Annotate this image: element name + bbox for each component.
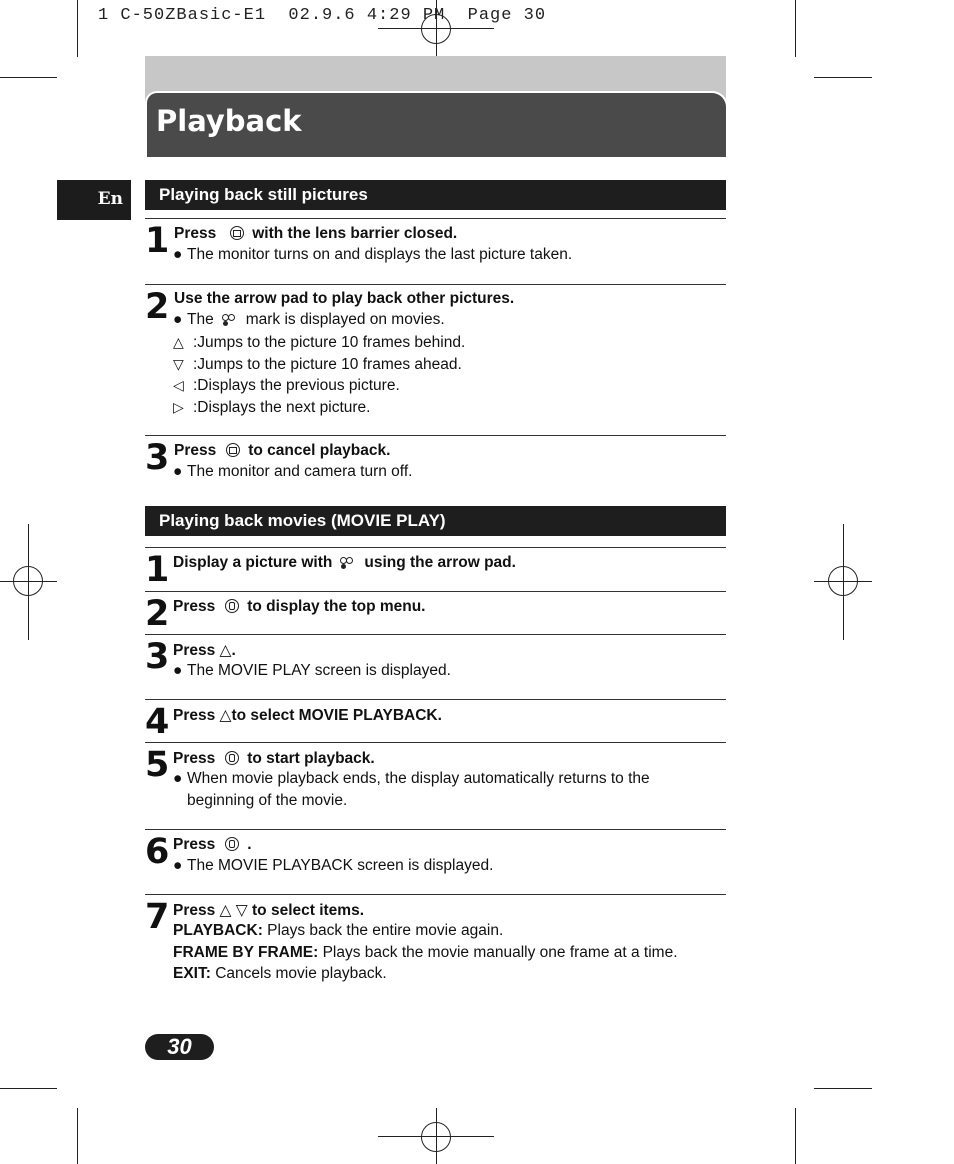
up-arrow-icon: △ xyxy=(173,334,184,350)
step-number: 2 xyxy=(145,594,170,634)
movie-mark-icon xyxy=(340,557,354,568)
step-divider xyxy=(145,218,726,219)
step-bullet: ● The monitor turns on and displays the last picture taken. xyxy=(173,246,573,263)
step-divider xyxy=(145,591,726,592)
step-divider xyxy=(145,742,726,743)
step-number: 7 xyxy=(145,897,170,937)
step-divider xyxy=(145,284,726,285)
arrow-instruction: ▷ :Displays the next picture. xyxy=(173,396,370,419)
page-title: Playback xyxy=(156,104,302,138)
right-arrow-icon: ▷ xyxy=(173,399,184,415)
step-heading: Press to cancel playback. xyxy=(174,442,391,459)
arrow-instruction: ▽ :Jumps to the picture 10 frames ahead. xyxy=(173,353,462,376)
step-divider xyxy=(145,699,726,700)
print-slug: 1 C-50ZBasic-E1 02.9.6 4:29 PM Page 30 xyxy=(98,6,547,25)
up-arrow-icon: △ xyxy=(219,707,232,724)
arrow-instruction: ◁ :Displays the previous picture. xyxy=(173,374,400,397)
step-divider xyxy=(145,435,726,436)
step-number: 6 xyxy=(145,832,170,872)
step-number: 5 xyxy=(145,745,170,785)
step-heading: Press with the lens barrier closed. xyxy=(174,225,458,242)
step-number: 3 xyxy=(145,438,170,478)
up-arrow-icon: △ xyxy=(219,642,232,659)
section-heading-still: Playing back still pictures xyxy=(145,180,726,210)
ok-button-icon xyxy=(225,751,239,765)
section-heading-movie: Playing back movies (MOVIE PLAY) xyxy=(145,506,726,536)
step-heading: Press . xyxy=(173,836,252,853)
step-bullet: ● The MOVIE PLAYBACK screen is displayed. xyxy=(173,857,494,874)
step-bullet-continued: beginning of the movie. xyxy=(187,792,348,809)
playback-button-icon xyxy=(230,226,244,240)
ok-button-icon xyxy=(225,599,239,613)
arrow-instruction: △ :Jumps to the picture 10 frames behind. xyxy=(173,331,465,354)
movie-mark-icon xyxy=(222,314,236,325)
step-heading: Press to start playback. xyxy=(173,750,375,767)
ok-button-icon xyxy=(225,837,239,851)
step-bullet: ● The mark is displayed on movies. xyxy=(173,311,445,328)
step-divider xyxy=(145,829,726,830)
language-label: En xyxy=(97,189,123,209)
step-heading: Press △ ▽ to select items. xyxy=(173,902,365,919)
option-exit: EXIT: Cancels movie playback. xyxy=(173,965,387,982)
step-heading: Display a picture with using the arrow pad. xyxy=(173,554,516,571)
step-heading: Press to display the top menu. xyxy=(173,598,426,615)
step-number: 1 xyxy=(145,221,170,261)
left-arrow-icon: ◁ xyxy=(173,377,184,393)
option-playback: PLAYBACK: Plays back the entire movie again. xyxy=(173,922,504,939)
down-arrow-icon: ▽ xyxy=(173,356,184,372)
step-bullet: ● When movie playback ends, the display automatically returns to the xyxy=(173,770,650,787)
up-down-arrow-icons: △ ▽ xyxy=(219,902,248,919)
step-number: 1 xyxy=(145,550,170,590)
step-heading: Use the arrow pad to play back other pictures. xyxy=(174,290,515,307)
step-divider xyxy=(145,634,726,635)
page-number: 30 xyxy=(145,1034,214,1060)
step-heading: Press △to select MOVIE PLAYBACK. xyxy=(173,707,442,724)
step-number: 2 xyxy=(145,287,170,327)
step-bullet: ● The monitor and camera turn off. xyxy=(173,463,413,480)
step-bullet: ● The MOVIE PLAY screen is displayed. xyxy=(173,662,451,679)
playback-button-icon xyxy=(226,443,240,457)
step-divider xyxy=(145,894,726,895)
option-frame-by-frame: FRAME BY FRAME: Plays back the movie manually one frame at a time. xyxy=(173,944,678,961)
step-divider xyxy=(145,547,726,548)
step-number: 4 xyxy=(145,702,170,742)
step-number: 3 xyxy=(145,637,170,677)
step-heading: Press △. xyxy=(173,642,236,659)
